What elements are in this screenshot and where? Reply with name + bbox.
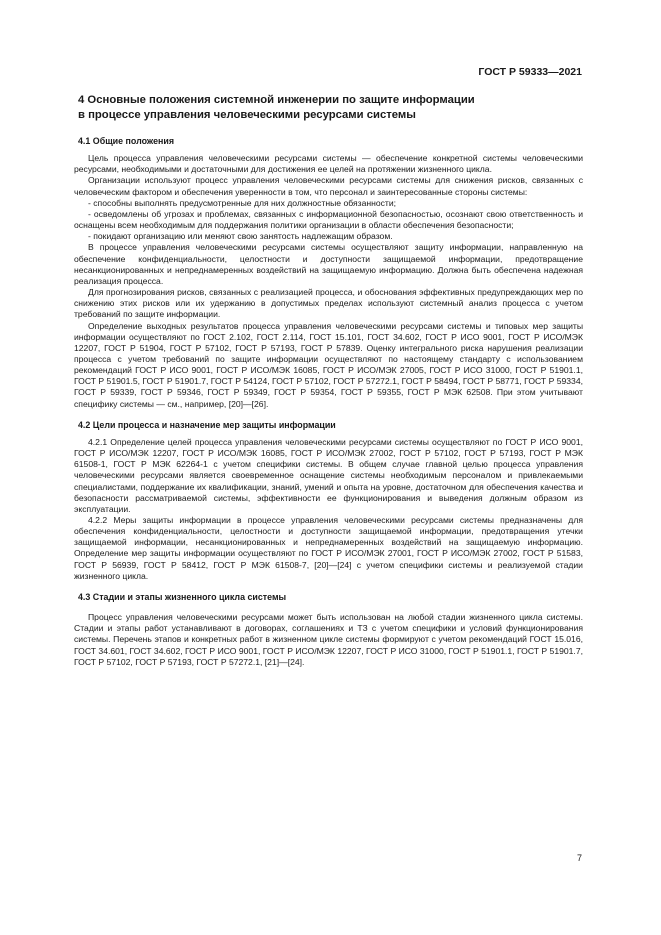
section-title (78, 93, 583, 122)
page-content (74, 93, 583, 668)
paragraph: Цель процесса управления человеческими ресурсами системы — обеспечение конкретной системы человеческими ресурсами, необходимыми и достаточными для достижения ее целей на протяжении жизненного цикла. (74, 153, 583, 175)
paragraph: В процессе управления человеческими ресурсами системы осуществляют защиту информации, направленную на обеспечение конфиденциальности, целостности и доступности защищаемой информации, предотвращение несанкционированных и непреднамеренных воздействий на защищаемую информацию. Должна быть обеспечена надежная реализация процесса. (74, 242, 583, 286)
list-item: - осведомлены об угрозах и проблемах, связанных с информационной безопасностью, осознают свою ответственность и оснащены всем необходимым для поддержания политики организации в области обеспечения безопасности; (74, 208, 583, 231)
subsection-4-3-heading: 4.3 Стадии и этапы жизненного цикла системы (78, 591, 287, 602)
document-code: ГОСТ Р 59333—2021 (478, 66, 582, 78)
paragraph: 4.2.1 Определение целей процесса управления человеческими ресурсами системы осуществляют по ГОСТ Р ИСО 9001, ГОСТ Р ИСО/МЭК 12207, ГОСТ Р ИСО/МЭК 16085, ГОСТ Р ИСО/МЭК 27002, ГОСТ Р 57102, ГОСТ Р 57193, ГОСТ Р МЭК 61508-1, ГОСТ Р МЭК 62264-1 с учетом специфики системы. В общем случае главной целью процесса управления человеческими ресурсами является своевременное оснащение системы необходимым персоналом и привлекаемыми специалистами, поддержание их квалификации, знаний, умений и опыта на уровне, достаточном для обеспечения качества и безопасности рассматриваемой системы, эффективности ее функционирования и выведения должным образом из эксплуатации. (74, 436, 583, 514)
subsection-4-1-heading: 4.1 Общие положения (78, 136, 175, 146)
paragraph: Процесс управления человеческими ресурсами может быть использован на любой стадии жизненного цикла системы. Стадии и этапы работ устанавливают в договорах, соглашениях и ТЗ с учетом специфики и условий функционирования системы. Перечень этапов и конкретных работ в жизненном цикле системы формируют с учетом рекомендаций ГОСТ 15.016, ГОСТ 34.601, ГОСТ 34.602, ГОСТ Р ИСО 9001, ГОСТ Р ИСО/МЭК 12207, ГОСТ Р ИСО 31000, ГОСТ Р 51901.1, ГОСТ Р 51901.7, ГОСТ Р 57102, ГОСТ Р 57193, ГОСТ Р 57272.1, [21]—[24]. (74, 612, 583, 667)
section-title-line-2: в процессе управления человеческими ресурсами системы (78, 108, 416, 121)
page-number: 7 (576, 853, 582, 863)
subsection-4-2-heading: 4.2 Цели процесса и назначение мер защиты информации (78, 419, 336, 430)
paragraph: Для прогнозирования рисков, связанных с реализацией процесса, и обоснования эффективных предупреждающих мер по снижению этих рисков или их удержанию в допустимых пределах используют системный анализ процесса с учетом требований по защите информации. (74, 287, 583, 320)
paragraph: Определение выходных результатов процесса управления человеческими ресурсами системы и типовых мер защиты информации осуществляют по ГОСТ 2.102, ГОСТ 2.114, ГОСТ 15.101, ГОСТ 34.602, ГОСТ Р ИСО 9001, ГОСТ Р ИСО/МЭК 12207, ГОСТ Р 51904, ГОСТ Р 57102, ГОСТ Р 57193, ГОСТ Р 57839. Оценку интегрального риска нарушения реализации процесса с учетом требований по защите информации осуществляют по настоящему стандарту с использованием рекомендаций ГОСТ Р ИСО 9001, ГОСТ Р ИСО/МЭК 16085, ГОСТ Р ИСО/МЭК 27005, ГОСТ Р ИСО 31000, ГОСТ Р 51901.1, ГОСТ Р 51901.5, ГОСТ Р 51901.7, ГОСТ Р 54124, ГОСТ Р 57102, ГОСТ Р 57272.1, ГОСТ Р 58494, ГОСТ Р 58771, ГОСТ Р 59334, ГОСТ Р 59339, ГОСТ Р 59346, ГОСТ Р 59349, ГОСТ Р 59354, ГОСТ Р 59355, ГОСТ Р МЭК 62508. При этом учитывают специфику системы — см., например, [20]—[26]. (74, 320, 583, 409)
paragraph: Организации используют процесс управления человеческими ресурсами системы для снижения рисков, связанных с человеческим фактором и обеспечения уверенности в том, что персонал и заинтересованные стороны системы: (74, 175, 583, 197)
paragraph: 4.2.2 Меры защиты информации в процессе управления человеческими ресурсами системы предназначены для обеспечения конфиденциальности, целостности и доступности защищаемой информации, предотвращения утечки защищаемой информации, несанкционированных и непреднамеренных воздействий на защищаемую информацию. Определение мер защиты информации осуществляют по ГОСТ Р ИСО/МЭК 27001, ГОСТ Р ИСО/МЭК 27002, ГОСТ Р 51583, ГОСТ Р 56939, ГОСТ Р 58412, ГОСТ Р МЭК 61508-7, [20]—[24] с учетом специфики системы и реализуемой стадии жизненного цикла. (74, 515, 583, 581)
list-item: - покидают организацию или меняют свою занятость надлежащим образом. (88, 231, 393, 242)
list-item: - способны выполнять предусмотренные для них должностные обязанности; (88, 197, 397, 208)
section-title-line-1: 4 Основные положения системной инженерии по защите информации (78, 94, 475, 106)
